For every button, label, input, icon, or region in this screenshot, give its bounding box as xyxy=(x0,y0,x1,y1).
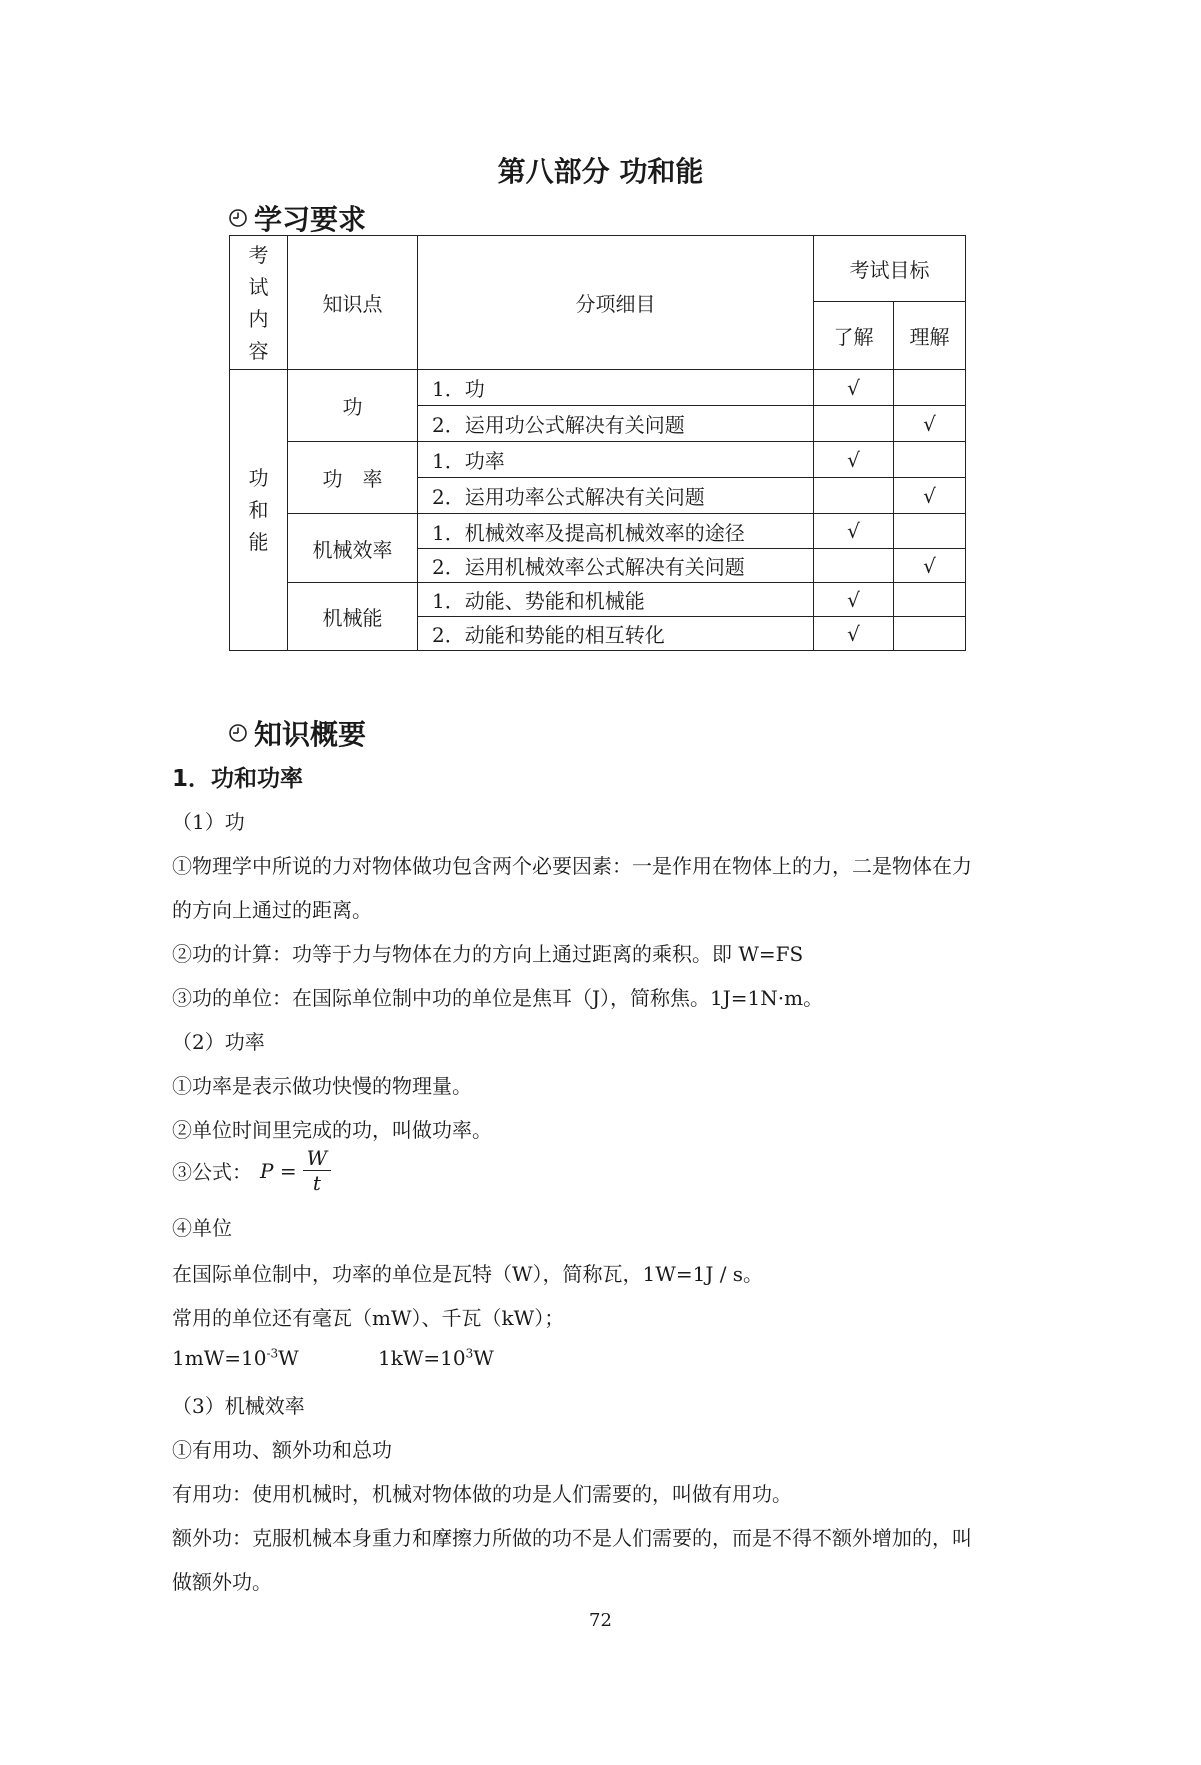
header-understand: 了解 xyxy=(814,302,894,370)
paragraph-work-unit: ③功的单位：在国际单位制中功的单位是焦耳（J），简称焦。1J=1N·m。 xyxy=(172,986,824,1010)
section-title: 知识概要 xyxy=(254,718,367,751)
paragraph: ④单位 xyxy=(172,1216,232,1240)
target-check-cell xyxy=(814,406,894,442)
paragraph: ①物理学中所说的力对物体做功包含两个必要因素：一是作用在物体上的力，二是物体在力 xyxy=(172,854,972,878)
unit-exponent: 3 xyxy=(465,1346,474,1361)
subheading-power: （2）功率 xyxy=(172,1030,265,1054)
target-check-cell xyxy=(894,442,966,478)
knowledge-point-cell: 功 xyxy=(288,370,418,442)
power-formula xyxy=(172,1146,331,1195)
table-row xyxy=(230,442,966,478)
unit-symbol: W xyxy=(473,1346,494,1370)
knowledge-point-cell: 功 率 xyxy=(288,442,418,514)
paragraph: 做额外功。 xyxy=(172,1570,272,1594)
page-number: 72 xyxy=(589,1610,612,1631)
target-check-cell xyxy=(894,583,966,617)
paragraph-work-formula: ②功的计算：功等于力与物体在力的方向上通过距离的乘积。即 W=FS xyxy=(172,942,804,966)
paragraph: ①有用功、额外功和总功 xyxy=(172,1438,392,1462)
section-title: 学习要求 xyxy=(254,203,367,236)
target-check-cell: √ xyxy=(814,617,894,651)
target-check-cell: √ xyxy=(814,442,894,478)
paragraph: ①功率是表示做功快慢的物理量。 xyxy=(172,1074,472,1098)
paragraph: 常用的单位还有毫瓦（mW）、千瓦（kW）； xyxy=(172,1306,565,1330)
header-exam-content-label: 考 试 内 容 xyxy=(248,242,269,363)
header-detail: 分项细目 xyxy=(418,236,814,370)
header-knowledge: 知识点 xyxy=(288,236,418,370)
target-check-cell: √ xyxy=(814,583,894,617)
formula-numerator: W xyxy=(303,1146,332,1171)
subheading-work: （1）功 xyxy=(172,810,245,834)
knowledge-point-cell: 机械能 xyxy=(288,583,418,651)
target-check-cell xyxy=(814,549,894,583)
detail-cell: 2．运用机械效率公式解决有关问题 xyxy=(418,549,814,583)
target-check-cell xyxy=(814,478,894,514)
group-cell: 功 和 能 xyxy=(230,370,288,651)
knowledge-point-cell: 机械效率 xyxy=(288,514,418,583)
formula-lhs: P = xyxy=(260,1158,297,1183)
unit-conversion-kw xyxy=(378,1346,494,1370)
page-title: 第八部分 功和能 xyxy=(497,155,704,188)
unit-base: 1kW=10 xyxy=(378,1346,466,1370)
target-check-cell xyxy=(894,370,966,406)
target-check-cell xyxy=(894,514,966,549)
target-check-cell: √ xyxy=(894,478,966,514)
target-check-cell: √ xyxy=(814,370,894,406)
target-check-cell: √ xyxy=(814,514,894,549)
detail-cell: 2．运用功率公式解决有关问题 xyxy=(418,478,814,514)
requirements-table xyxy=(229,235,966,651)
paragraph: 在国际单位制中，功率的单位是瓦特（W），简称瓦，1W=1J / s。 xyxy=(172,1262,764,1286)
target-check-cell: √ xyxy=(894,406,966,442)
paragraph: 额外功：克服机械本身重力和摩擦力所做的功不是人们需要的，而是不得不额外增加的，叫 xyxy=(172,1526,972,1550)
heading-work-and-power: 1．功和功率 xyxy=(172,766,304,792)
formula-denominator: t xyxy=(312,1171,321,1195)
table-row xyxy=(230,583,966,617)
paragraph: ②单位时间里完成的功，叫做功率。 xyxy=(172,1118,492,1142)
paragraph: 有用功：使用机械时，机械对物体做的功是人们需要的，叫做有用功。 xyxy=(172,1482,792,1506)
formula-fraction xyxy=(303,1146,332,1195)
paragraph: 的方向上通过的距离。 xyxy=(172,898,372,922)
unit-base: 1mW=10 xyxy=(172,1346,267,1370)
clock-icon xyxy=(228,208,248,228)
detail-cell: 1．功率 xyxy=(418,442,814,478)
detail-cell: 1．功 xyxy=(418,370,814,406)
header-exam-content xyxy=(230,236,288,370)
table-row xyxy=(230,370,966,406)
unit-symbol: W xyxy=(278,1346,299,1370)
formula-label: ③公式： xyxy=(172,1160,252,1184)
subheading-efficiency: （3）机械效率 xyxy=(172,1394,305,1418)
detail-cell: 2．运用功公式解决有关问题 xyxy=(418,406,814,442)
clock-icon xyxy=(228,723,248,743)
header-target: 考试目标 xyxy=(814,236,966,302)
unit-exponent: -3 xyxy=(266,1346,279,1361)
detail-cell: 1．机械效率及提高机械效率的途径 xyxy=(418,514,814,549)
target-check-cell xyxy=(894,617,966,651)
detail-cell: 1．动能、势能和机械能 xyxy=(418,583,814,617)
target-check-cell: √ xyxy=(894,549,966,583)
header-comprehend: 理解 xyxy=(894,302,966,370)
table-row xyxy=(230,514,966,549)
unit-conversion-mw xyxy=(172,1346,299,1370)
section-heading-overview xyxy=(228,713,366,753)
section-heading-requirements xyxy=(228,198,366,238)
detail-cell: 2．动能和势能的相互转化 xyxy=(418,617,814,651)
